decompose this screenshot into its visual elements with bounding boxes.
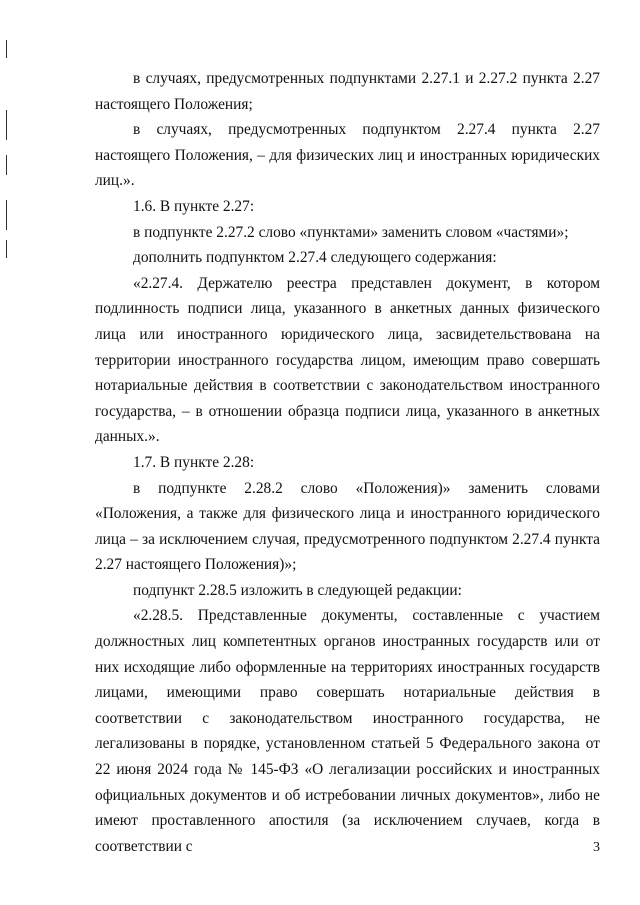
- paragraph: 1.7. В пункте 2.28:: [133, 453, 255, 471]
- margin-mark: [6, 155, 7, 175]
- paragraph: в случаях, предусмотренных подпунктом 2.27.4 пункта 2.27 настоящего Положения, – для физических лиц и иностранных юридических лиц.».: [95, 121, 600, 190]
- paragraph: в случаях, предусмотренных подпунктами 2.27.1 и 2.27.2 пункта 2.27 настоящего Положения;: [95, 70, 600, 113]
- document-body: [95, 66, 600, 859]
- margin-mark: [6, 40, 7, 58]
- paragraph: в подпункте 2.28.2 слово «Положения)» заменить словами «Положения, а также для физического лица и иностранного юридического лица – за исключением случая, предусмотренного подпунктом 2.27.4 пункта 2.27 настоящего Положения)»;: [95, 479, 600, 574]
- margin-mark: [6, 240, 7, 258]
- paragraph: «2.27.4. Держателю реестра представлен документ, в котором подлинность подписи лица, указанного в анкетных данных физического лица или иностранного юридического лица, засвидетельствована на территории иностранного государства лицом, имеющим право совершать нотариальные действия в соответствии с законодательством иностранного государства, – в отношении образца подписи лица, указанного в анкетных данных.».: [95, 274, 600, 446]
- page-number: 3: [593, 840, 600, 855]
- margin-mark: [6, 200, 7, 230]
- paragraph: дополнить подпунктом 2.27.4 следующего содержания:: [133, 249, 497, 267]
- margin-mark: [6, 110, 7, 140]
- paragraph: подпункт 2.28.5 изложить в следующей редакции:: [133, 581, 462, 599]
- paragraph: 1.6. В пункте 2.27:: [133, 197, 255, 215]
- paragraph: «2.28.5. Представленные документы, составленные с участием должностных лиц компетентных органов иностранных государств или от них исходящие либо оформленные на территориях иностранных государств лицами, имеющими право совершать нотариальные действия в соответствии с законодательством иностранного государства, не легализованы в порядке, установленном статьей 5 Федерального закона от 22 июня 2024 года № 145-ФЗ «О легализации российских и иностранных официальных документов и об истребовании личных документов», либо не имеют проставленного апостиля (за исключением случаев, когда в соответствии с: [95, 607, 600, 855]
- paragraph: в подпункте 2.27.2 слово «пунктами» заменить словом «частями»;: [133, 223, 569, 241]
